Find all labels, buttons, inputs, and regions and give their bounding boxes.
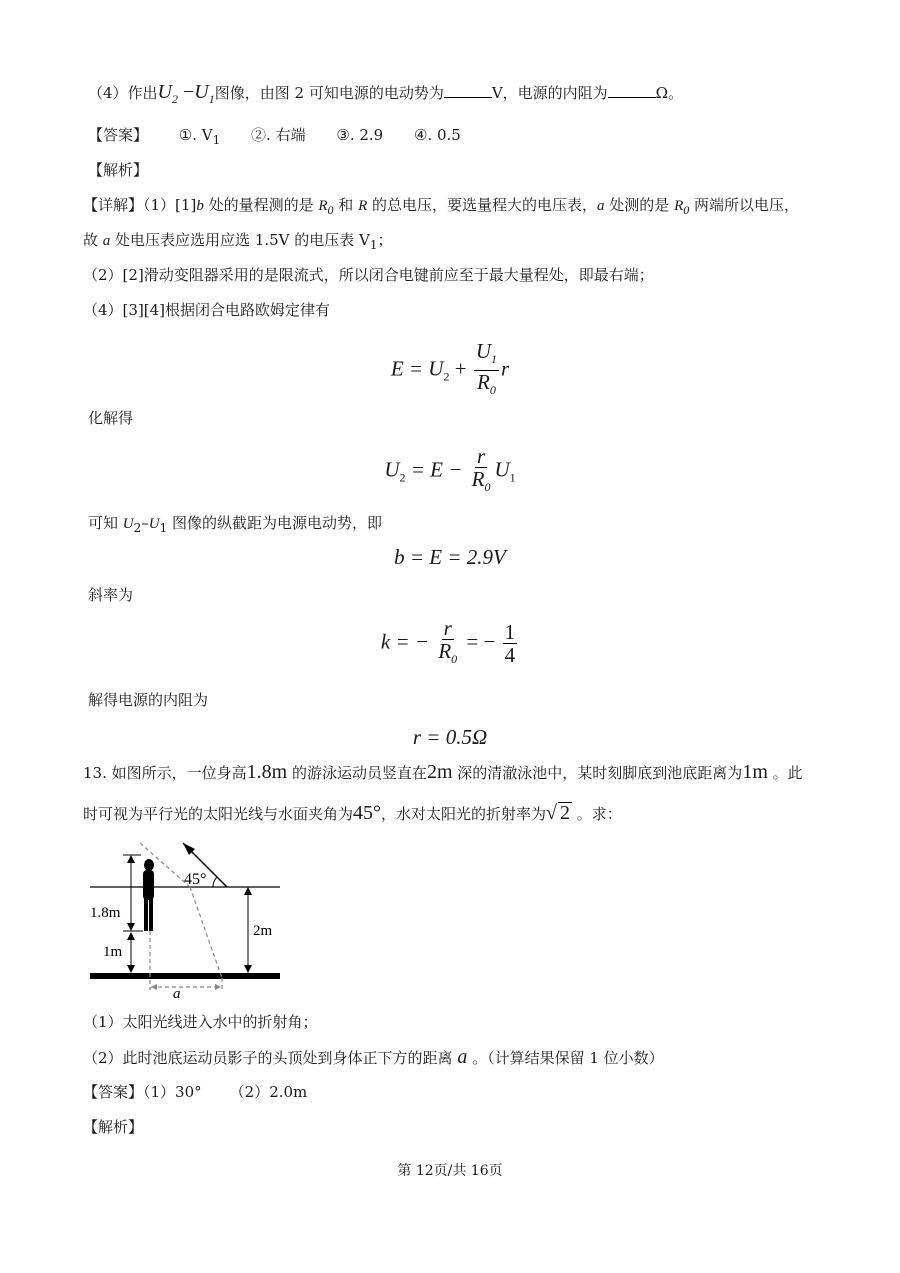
solve-label: 解得电源的内阻为 bbox=[88, 691, 209, 709]
page-footer: 第 12页/共 16页 bbox=[397, 1163, 503, 1179]
answer-item-4: ④. 0.5 bbox=[414, 126, 461, 144]
detail-line-1: 【详解】（1）[1]b 处的量程测的是 $R_0$ 和 R 的总电压，要选量程大的电压表，a 处测的是 $R_0$ 两端所以电压， bbox=[83, 196, 800, 217]
sqrt-icon: √ bbox=[546, 802, 558, 824]
answer-item-1: ①. $V_1$ bbox=[178, 126, 221, 147]
answer-item-2: ②. 右端 bbox=[251, 126, 306, 144]
intercept-text: 可知 $U_2-U_1$ 图像的纵截距为电源电动势，即 bbox=[88, 514, 383, 535]
part4-unit-ohm: Ω。 bbox=[655, 84, 684, 102]
slope-label: 斜率为 bbox=[88, 586, 134, 604]
part4-unit-v: V，电源的内阻为 bbox=[491, 84, 608, 102]
angle-label: 45° bbox=[184, 871, 207, 888]
q13-line-2: 时可视为平行光的太阳光线与水面夹角为45°，水对太阳光的折射率为√ 2 。求： bbox=[83, 802, 622, 824]
equation-5: r = 0.5Ω bbox=[412, 725, 488, 749]
refracted-ray bbox=[190, 887, 222, 978]
analysis-label-2: 【解析】 bbox=[83, 1118, 144, 1136]
equation-4: k = − $\frac{r}{R_0}$ = − $\frac{1}{4}$ bbox=[380, 616, 516, 668]
a-label: a bbox=[173, 986, 181, 1000]
blank-emf bbox=[444, 83, 492, 98]
equation-1: $E = U_2$ + $\frac{U_1}{R_0}$ r bbox=[390, 339, 510, 398]
part4-middle: 图像，由图 2 可知电源的电动势为 bbox=[214, 84, 444, 102]
swimmer-figure bbox=[85, 835, 285, 1000]
detail-line-4: （4）[3][4]根据闭合电路欧姆定律有 bbox=[83, 301, 331, 319]
answer-item-3: ③. 2.9 bbox=[336, 126, 384, 144]
sub-question-1: （1）太阳光线进入水中的折射角； bbox=[83, 1013, 318, 1031]
answer-line-2 bbox=[83, 1082, 307, 1102]
answer2-part1: （1）30° bbox=[143, 1083, 202, 1101]
depth-label: 2m bbox=[253, 923, 273, 939]
part4-prefix: （4）作出 bbox=[88, 84, 158, 102]
equation-3: b = E = 2.9V bbox=[394, 545, 506, 569]
detail-line-2: 故 a 处电压表应选用应选 1.5V 的电压表 $V_1$； bbox=[83, 231, 393, 252]
q13-line-1: 13. 如图所示，一位身高1.8m 的游泳运动员竖直在2m 深的清澈泳池中，某时刻脚底到池底距离为1m 。此 bbox=[83, 761, 803, 783]
simplify-label: 化解得 bbox=[88, 409, 134, 427]
swimmer-silhouette bbox=[143, 859, 154, 931]
angle-arc bbox=[213, 877, 217, 887]
equation-2: $U_2 = E$ − $\frac{r}{R_0}$ $U_1$ bbox=[384, 444, 516, 495]
answer2-part2: （2）2.0m bbox=[229, 1083, 308, 1101]
answer-label: 【答案】 bbox=[88, 126, 149, 144]
detail-label: 【详解】 bbox=[83, 196, 144, 214]
answer-line-1 bbox=[88, 125, 461, 150]
foot-label: 1m bbox=[103, 944, 123, 960]
u2-symbol: $U_2$ bbox=[157, 81, 178, 106]
pool-bottom bbox=[90, 973, 280, 979]
detail-line-3: （2）[2]滑动变阻器采用的是限流式，所以闭合电键前应至于最大量程处，即最右端； bbox=[83, 266, 654, 284]
question-part4 bbox=[88, 82, 683, 109]
u1-symbol: $U_1$ bbox=[194, 81, 215, 106]
sub-question-2: （2）此时池底运动员影子的头顶处到身体正下方的距离 a 。（计算结果保留 1 位小数） bbox=[83, 1046, 664, 1068]
answer-label-2: 【答案】 bbox=[83, 1083, 144, 1101]
blank-resistance bbox=[608, 83, 656, 98]
height-label: 1.8m bbox=[90, 905, 121, 921]
analysis-label: 【解析】 bbox=[88, 161, 149, 179]
minus-sign: − bbox=[178, 81, 195, 103]
